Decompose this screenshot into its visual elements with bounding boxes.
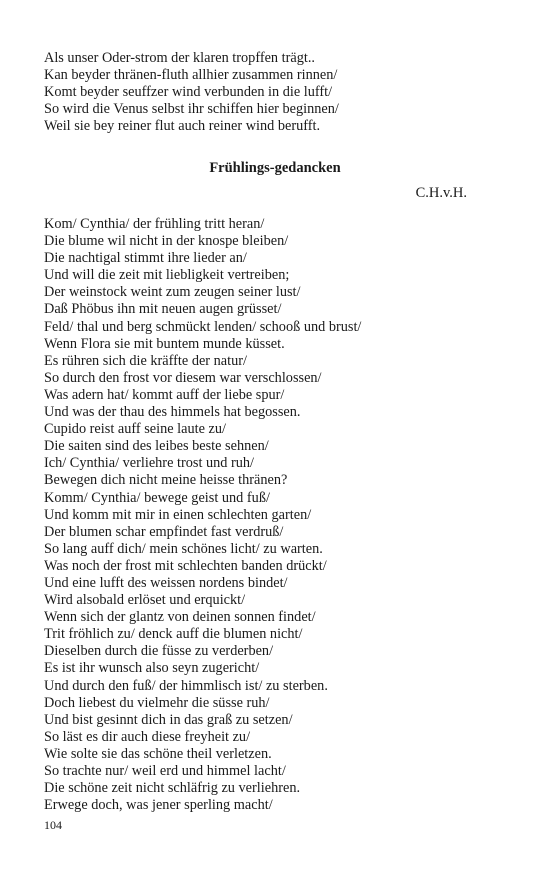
- poem-line: Und komm mit mir in einen schlechten garten/: [44, 506, 312, 523]
- closing-stanza: [44, 50, 339, 135]
- poem-line: Der weinstock weint zum zeugen seiner lust/: [44, 284, 301, 301]
- poem-line: Es ist ihr wunsch also seyn zugericht/: [44, 660, 260, 677]
- poem-line: Und bist gesinnt dich in das graß zu setzen/: [44, 711, 293, 728]
- poem-line: Ich/ Cynthia/ verliehre trost und ruh/: [44, 455, 255, 472]
- poem-line: Die nachtigal stimmt ihre lieder an/: [44, 250, 247, 267]
- poem-line: Komt beyder seuffzer wind verbunden in die lufft/: [44, 84, 333, 101]
- poem-line: Und will die zeit mit liebligkeit vertreiben;: [44, 267, 290, 284]
- poem-body: [44, 216, 361, 814]
- poem-line: So lang auff dich/ mein schönes licht/ zu warten.: [44, 540, 323, 557]
- poem-line: Wie solte sie das schöne theil verletzen.: [44, 745, 272, 762]
- page-number: 104: [44, 818, 62, 832]
- poem-line: So wird die Venus selbst ihr schiffen hier beginnen/: [44, 101, 339, 118]
- poem-line: So läst es dir auch diese freyheit zu/: [44, 728, 251, 745]
- poem-line: Wird alsobald erlöset und erquickt/: [44, 592, 246, 609]
- poem-line: Was noch der frost mit schlechten banden drückt/: [44, 557, 327, 574]
- poem-line: Als unser Oder-strom der klaren tropffen trägt..: [44, 50, 316, 66]
- poem-line: Wenn Flora sie mit buntem munde küsset.: [44, 335, 285, 352]
- poem-line: Und eine lufft des weissen nordens bindet/: [44, 574, 288, 591]
- poem-line: Bewegen dich nicht meine heisse thränen?: [44, 472, 288, 489]
- poem-line: So durch den frost vor diesem war verschlossen/: [44, 369, 322, 386]
- poem-line: Die schöne zeit nicht schläfrig zu verliehren.: [44, 780, 301, 797]
- poem-author: C.H.v.H.: [415, 185, 467, 201]
- poem-line: Trit fröhlich zu/ denck auff die blumen nicht/: [44, 626, 303, 643]
- poem-line: Die saiten sind des leibes beste sehnen/: [44, 438, 269, 455]
- poem-line: Kom/ Cynthia/ der frühling tritt heran/: [44, 216, 265, 232]
- poem-line: Feld/ thal und berg schmückt lenden/ schooß und brust/: [44, 318, 362, 335]
- poem-line: Und was der thau des himmels hat begossen.: [44, 404, 301, 421]
- poem-line: Dieselben durch die füsse zu verderben/: [44, 643, 274, 660]
- poem-title: Frühlings-gedancken: [209, 160, 341, 176]
- poem-line: Erwege doch, was jener sperling macht/: [44, 797, 273, 814]
- poem-line: Weil sie bey reiner flut auch reiner wind berufft.: [44, 118, 321, 135]
- poem-line: Was adern hat/ kommt auff der liebe spur/: [44, 386, 285, 403]
- poem-line: Der blumen schar empfindet fast verdruß/: [44, 523, 284, 540]
- poem-line: Cupido reist auff seine laute zu/: [44, 421, 226, 438]
- poem-line: Und durch den fuß/ der himmlisch ist/ zu sterben.: [44, 677, 328, 694]
- poem-line: Kan beyder thränen-fluth allhier zusammen rinnen/: [44, 67, 338, 84]
- poem-line: Die blume wil nicht in der knospe bleiben/: [44, 233, 289, 250]
- poem-line: So trachte nur/ weil erd und himmel lacht/: [44, 763, 286, 779]
- poem-line: Daß Phöbus ihn mit neuen augen grüsset/: [44, 301, 282, 318]
- poem-line: Komm/ Cynthia/ bewege geist und fuß/: [44, 489, 270, 506]
- poem-line: Es rühren sich die kräffte der natur/: [44, 352, 247, 369]
- poem-line: Wenn sich der glantz von deinen sonnen findet/: [44, 609, 316, 626]
- poem-line: Doch liebest du vielmehr die süsse ruh/: [44, 694, 270, 711]
